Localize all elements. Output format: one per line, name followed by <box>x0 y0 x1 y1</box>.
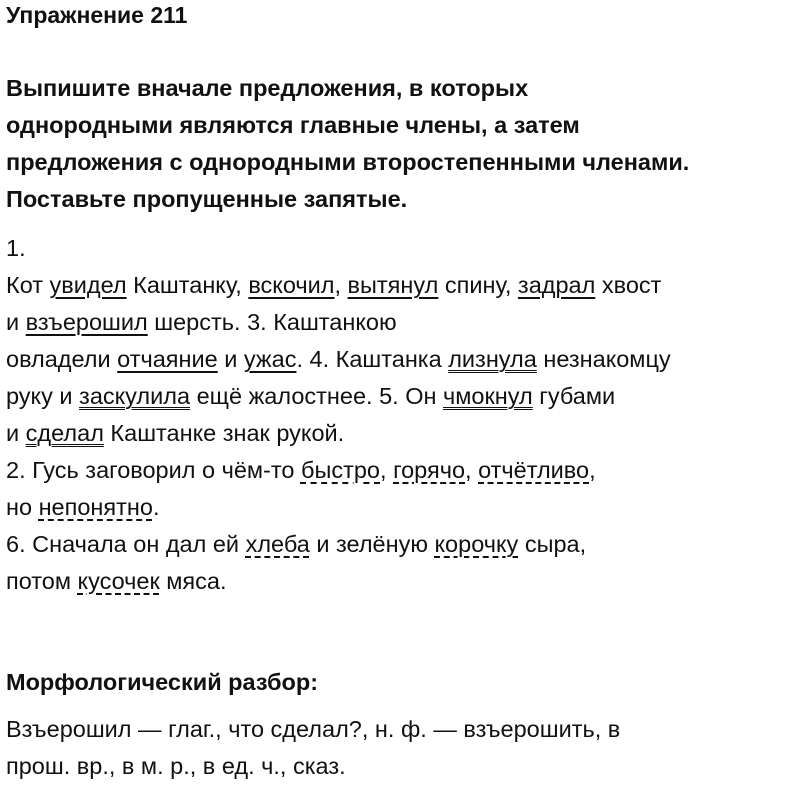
answer-line-7: но непонятно. <box>6 494 160 520</box>
morphology-line: прош. вр., в м. р., в ед. ч., сказ. <box>6 753 346 779</box>
object-word: корочку <box>434 531 519 557</box>
answer-line-3: овладели отчаяние и ужас. 4. Каштанка лизнула незнакомцу <box>6 346 671 372</box>
morphology-line: Взъерошил — глаг., что сделал?, н. ф. — взъерошить, в <box>6 716 621 742</box>
subject-word: ужас <box>243 346 297 372</box>
predicate-word: вскочил <box>248 272 335 298</box>
morphology-title: Морфологический разбор: <box>6 669 319 695</box>
adverbial-word: горячо <box>393 457 466 483</box>
predicate-word: задрал <box>517 272 596 298</box>
answer-line-4: руку и заскулила ещё жалостнее. 5. Он чмокнул губами <box>6 383 616 409</box>
answer-line-9: потом кусочек мяса. <box>6 568 227 594</box>
adverbial-word: непонятно <box>38 494 153 520</box>
answer-line-2: и взъерошил шерсть. 3. Каштанкою <box>6 309 397 335</box>
adverbial-word: отчётливо <box>478 457 590 483</box>
adverbial-word: быстро <box>300 457 380 483</box>
morphology-text <box>6 711 796 785</box>
predicate-word: чмокнул <box>443 383 533 409</box>
exercise-title: Упражнение 211 <box>6 2 188 28</box>
predicate-word: лизнула <box>448 346 537 372</box>
object-word: хлеба <box>245 531 310 557</box>
answer-line-6: 2. Гусь заговорил о чём-то быстро, горячо, отчётливо, <box>6 457 596 483</box>
answer-line-8: 6. Сначала он дал ей хлеба и зелёную корочку сыра, <box>6 531 587 557</box>
predicate-word: взъерошил <box>25 309 148 335</box>
task-line: однородными являются главные члены, а затем <box>6 112 580 138</box>
answer-text <box>6 230 796 600</box>
subject-word: отчаяние <box>117 346 218 372</box>
answer-number: 1. <box>6 235 26 261</box>
task-line: Поставьте пропущенные запятые. <box>6 186 408 212</box>
exercise-page <box>6 0 796 785</box>
object-word: кусочек <box>77 568 160 594</box>
task-line: Выпишите вначале предложения, в которых <box>6 75 529 101</box>
task-line: предложения с однородными второстепенными членами. <box>6 149 690 175</box>
predicate-word: заскулила <box>79 383 191 409</box>
task-text <box>6 70 796 218</box>
answer-line-1: Кот увидел Каштанку, вскочил, вытянул спину, задрал хвост <box>6 272 662 298</box>
predicate-word: вытянул <box>347 272 439 298</box>
predicate-word: увидел <box>49 272 127 298</box>
predicate-word: сделал <box>25 420 104 446</box>
answer-line-5: и сделал Каштанке знак рукой. <box>6 420 345 446</box>
